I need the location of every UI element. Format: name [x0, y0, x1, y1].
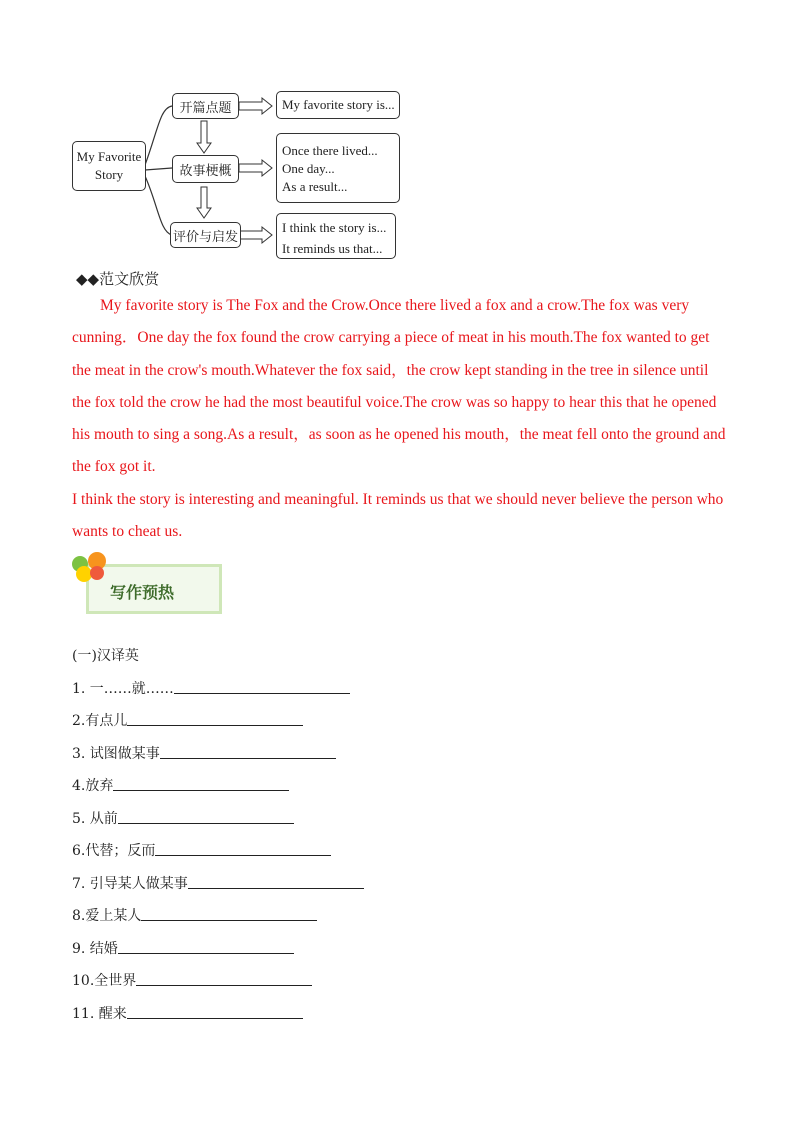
prompt-box-evaluation: [276, 213, 396, 259]
root-line-1: My Favorite: [76, 149, 142, 164]
step-node-intro: [172, 93, 239, 119]
prompt-box-summary: [276, 133, 400, 203]
sample-essay: [72, 290, 728, 548]
answer-blank[interactable]: [127, 711, 303, 726]
writing-warmup-badge: [70, 552, 230, 618]
item-prompt: 11. 醒来: [72, 1005, 127, 1022]
root-node: [72, 141, 146, 191]
prompt-line: Once there lived...: [282, 143, 378, 158]
exercise-item: [72, 738, 364, 771]
prompt-line: It reminds us that...: [282, 241, 383, 256]
item-prompt: 5. 从前: [72, 810, 118, 827]
prompt-line: My favorite story is...: [282, 97, 395, 112]
answer-blank[interactable]: [113, 776, 289, 791]
prompt-line: As a result...: [282, 179, 348, 194]
item-prompt: 10.全世界: [72, 973, 137, 989]
item-prompt: 6.代替；反而: [72, 843, 156, 859]
answer-blank[interactable]: [155, 841, 331, 856]
step-node-summary: [172, 155, 239, 183]
flower-dot-red-icon: [90, 566, 104, 580]
answer-blank[interactable]: [136, 971, 312, 986]
step-label: 故事梗概: [179, 163, 232, 179]
prompt-box-intro: [276, 91, 400, 119]
exercise-item: [72, 770, 364, 803]
step-label: 评价与启发: [172, 229, 238, 245]
item-prompt: 7. 引导某人做某事: [72, 875, 188, 892]
prompt-line: I think the story is...: [282, 220, 387, 235]
exercise-item: [72, 803, 364, 836]
essay-paragraph-2: I think the story is interesting and meaningful. It reminds us that we should never believe the person who wants to cheat us.: [72, 490, 724, 541]
exercise-item: [72, 705, 364, 738]
translation-exercise: [72, 640, 364, 1030]
exercise-item: [72, 835, 364, 868]
exercise-item: [72, 900, 364, 933]
step-label: 开篇点题: [179, 100, 232, 116]
item-prompt: 8.爱上某人: [72, 908, 142, 924]
badge-label: 写作预热: [110, 583, 175, 602]
item-prompt: 3. 试图做某事: [72, 745, 160, 762]
exercise-item: [72, 998, 364, 1031]
prompt-line: One day...: [282, 161, 335, 176]
answer-blank[interactable]: [174, 679, 350, 694]
exercise-heading: (一)汉译英: [72, 648, 139, 664]
answer-blank[interactable]: [141, 906, 317, 921]
answer-blank[interactable]: [127, 1004, 303, 1019]
item-prompt: 4.放弃: [72, 778, 114, 794]
item-prompt: 9. 结婚: [72, 940, 118, 957]
diagram-connectors: [0, 0, 800, 270]
item-prompt: 1. 一……就……: [72, 680, 174, 697]
root-line-2: Story: [94, 167, 124, 182]
answer-blank[interactable]: [160, 744, 336, 759]
exercise-item: [72, 868, 364, 901]
answer-blank[interactable]: [118, 939, 294, 954]
step-node-evaluation: [170, 222, 241, 248]
sample-essay-title: ◆◆范文欣赏: [76, 270, 160, 288]
exercise-item: [72, 673, 364, 706]
answer-blank[interactable]: [118, 809, 294, 824]
essay-paragraph-1: My favorite story is The Fox and the Crow.Once there lived a fox and a crow.The fox was very cunning．One day the fox found the crow carrying a piece of meat in his mouth.The fox wanted to get the meat in the crow's mouth.Whatever the fox said，the crow kept standing in the tree in silence until the fox told the crow he had the most beautiful voice.The crow was so happy to hear this that he opened his mouth to sing a song.As a result，as soon as he opened his mouth，the meat fell onto the ground and the fox got it.: [72, 297, 726, 476]
story-structure-diagram: [0, 0, 800, 270]
answer-blank[interactable]: [188, 874, 364, 889]
item-prompt: 2.有点儿: [72, 713, 128, 729]
exercise-item: [72, 965, 364, 998]
exercise-item: [72, 933, 364, 966]
